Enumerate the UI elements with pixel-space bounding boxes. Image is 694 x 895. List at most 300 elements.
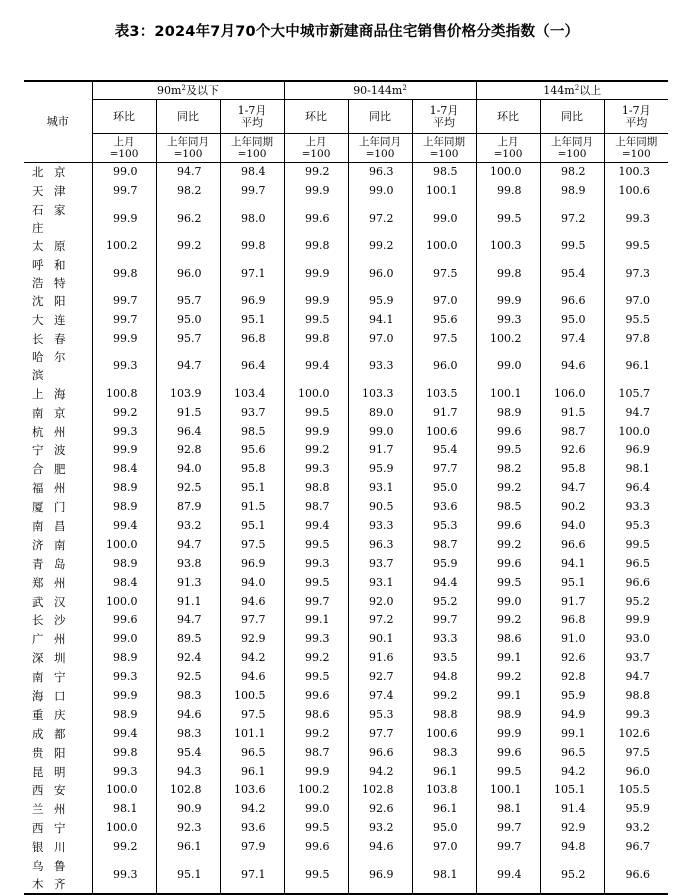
sub-column-header: 同比 [348, 100, 412, 134]
index-value: 96.6 [348, 743, 412, 762]
index-value: 99.2 [284, 649, 348, 668]
index-value: 100.2 [476, 329, 540, 348]
index-value: 93.1 [348, 573, 412, 592]
index-value: 95.4 [412, 441, 476, 460]
index-value: 96.0 [412, 348, 476, 384]
index-value: 97.4 [348, 687, 412, 706]
index-value: 99.9 [284, 762, 348, 781]
index-value: 99.5 [604, 535, 668, 554]
index-value: 99.9 [284, 182, 348, 201]
index-value: 99.8 [476, 182, 540, 201]
index-value: 99.3 [284, 460, 348, 479]
index-value: 100.1 [412, 182, 476, 201]
city-name: 乌鲁木齐 [24, 857, 92, 894]
table-row [24, 554, 668, 573]
index-value: 96.0 [604, 762, 668, 781]
index-value: 93.2 [604, 819, 668, 838]
table-row [24, 592, 668, 611]
index-value: 95.3 [348, 705, 412, 724]
index-value: 93.3 [348, 517, 412, 536]
index-value: 94.8 [412, 668, 476, 687]
index-value: 100.6 [412, 422, 476, 441]
index-value: 99.3 [604, 201, 668, 237]
index-value: 99.3 [284, 630, 348, 649]
index-value: 97.7 [220, 611, 284, 630]
index-value: 96.3 [348, 163, 412, 182]
index-value: 87.9 [156, 498, 220, 517]
table-row [24, 182, 668, 201]
index-value: 98.3 [156, 724, 220, 743]
index-value: 102.6 [604, 724, 668, 743]
index-value: 95.0 [156, 311, 220, 330]
index-value: 92.7 [348, 668, 412, 687]
index-value: 96.9 [220, 554, 284, 573]
index-value: 93.2 [156, 517, 220, 536]
index-value: 99.3 [92, 668, 156, 687]
index-value: 93.2 [348, 819, 412, 838]
city-column-header: 城市 [24, 81, 92, 163]
index-value: 97.4 [540, 329, 604, 348]
table-row [24, 535, 668, 554]
index-value: 94.2 [348, 762, 412, 781]
city-name: 西宁 [32, 821, 66, 836]
index-value: 99.6 [284, 838, 348, 857]
table-body [24, 163, 668, 894]
index-value: 99.6 [284, 687, 348, 706]
index-value: 100.6 [412, 724, 476, 743]
index-value: 94.1 [540, 554, 604, 573]
index-value: 95.7 [156, 329, 220, 348]
index-value: 101.1 [220, 724, 284, 743]
index-value: 98.9 [92, 705, 156, 724]
index-value: 103.4 [220, 384, 284, 403]
index-value: 99.1 [476, 687, 540, 706]
index-value: 98.4 [92, 573, 156, 592]
index-value: 92.8 [156, 441, 220, 460]
table-row [24, 348, 668, 384]
index-value: 92.0 [348, 592, 412, 611]
index-value: 94.0 [220, 573, 284, 592]
index-value: 99.8 [220, 237, 284, 256]
index-value: 99.4 [284, 517, 348, 536]
index-value: 95.8 [540, 460, 604, 479]
index-value: 91.5 [156, 403, 220, 422]
index-value: 99.5 [284, 819, 348, 838]
index-value: 97.0 [604, 292, 668, 311]
index-value: 95.0 [412, 479, 476, 498]
index-value: 93.3 [412, 630, 476, 649]
index-value: 103.6 [220, 781, 284, 800]
index-value: 94.6 [156, 705, 220, 724]
index-value: 96.8 [220, 329, 284, 348]
index-value: 99.6 [476, 517, 540, 536]
index-value: 98.8 [412, 705, 476, 724]
index-value: 99.7 [476, 838, 540, 857]
index-value: 99.9 [284, 292, 348, 311]
city-name: 重庆 [32, 707, 66, 722]
index-value: 99.8 [92, 256, 156, 292]
group-header-medium: $90-144m^2$ [284, 81, 476, 100]
index-value: 99.9 [476, 724, 540, 743]
index-value: 97.5 [220, 535, 284, 554]
sub-column-header: 1-7月 平均 [220, 100, 284, 134]
index-value: 99.1 [284, 611, 348, 630]
index-value: 98.7 [540, 422, 604, 441]
index-value: 98.9 [92, 649, 156, 668]
index-value: 95.4 [540, 256, 604, 292]
index-value: 94.0 [156, 460, 220, 479]
table-row [24, 517, 668, 536]
index-value: 94.7 [156, 163, 220, 182]
index-value: 99.6 [476, 554, 540, 573]
index-value: 89.0 [348, 403, 412, 422]
index-value: 100.3 [476, 237, 540, 256]
table-row [24, 573, 668, 592]
index-value: 102.8 [348, 781, 412, 800]
table-row [24, 649, 668, 668]
index-value: 91.4 [540, 800, 604, 819]
index-value: 93.3 [604, 498, 668, 517]
table-row [24, 857, 668, 894]
index-value: 100.0 [284, 384, 348, 403]
index-value: 99.3 [92, 762, 156, 781]
index-value: 99.1 [476, 649, 540, 668]
index-value: 92.6 [348, 800, 412, 819]
sub-column-header: 环比 [92, 100, 156, 134]
index-value: 95.9 [348, 460, 412, 479]
index-value: 99.1 [540, 724, 604, 743]
city-name: 郑州 [32, 575, 66, 590]
index-value: 95.7 [156, 292, 220, 311]
index-value: 95.2 [540, 857, 604, 894]
index-value: 97.5 [604, 743, 668, 762]
table-row [24, 705, 668, 724]
index-value: 94.7 [156, 535, 220, 554]
sub-column-header: 1-7月 平均 [412, 100, 476, 134]
index-value: 98.7 [284, 498, 348, 517]
index-value: 99.9 [92, 201, 156, 237]
index-value: 100.5 [220, 687, 284, 706]
index-value: 94.7 [156, 611, 220, 630]
city-name: 青岛 [32, 556, 66, 571]
table-row [24, 781, 668, 800]
index-value: 99.6 [476, 422, 540, 441]
index-value: 96.6 [604, 857, 668, 894]
header-sub-row [24, 100, 668, 134]
index-value: 99.2 [476, 479, 540, 498]
index-value: 99.3 [92, 348, 156, 384]
index-value: 95.2 [412, 592, 476, 611]
index-value: 99.2 [284, 441, 348, 460]
city-name: 南京 [32, 405, 66, 420]
index-value: 95.1 [220, 479, 284, 498]
table-row [24, 724, 668, 743]
index-value: 89.5 [156, 630, 220, 649]
index-value: 99.3 [92, 857, 156, 894]
index-value: 99.3 [284, 554, 348, 573]
city-name: 哈尔滨 [32, 350, 66, 383]
base-column-header: 上年同期 =100 [412, 134, 476, 163]
table-row [24, 479, 668, 498]
city-name: 广州 [32, 632, 66, 647]
base-column-header: 上年同月 =100 [156, 134, 220, 163]
index-value: 96.5 [540, 743, 604, 762]
group-header-small: $90m^2$及以下 [92, 81, 284, 100]
index-value: 103.9 [156, 384, 220, 403]
city-name: 沈阳 [32, 294, 66, 309]
index-value: 91.7 [540, 592, 604, 611]
index-value: 98.2 [476, 460, 540, 479]
index-value: 97.5 [412, 256, 476, 292]
table-row [24, 292, 668, 311]
index-value: 94.7 [540, 479, 604, 498]
index-value: 93.7 [220, 403, 284, 422]
index-value: 99.9 [92, 441, 156, 460]
city-name: 西安 [32, 783, 66, 798]
index-value: 103.5 [412, 384, 476, 403]
index-value: 99.2 [92, 838, 156, 857]
table-row [24, 201, 668, 237]
index-value: 99.9 [476, 292, 540, 311]
index-value: 100.6 [604, 182, 668, 201]
city-name: 厦门 [32, 500, 66, 515]
index-value: 98.9 [476, 403, 540, 422]
index-value: 99.5 [284, 535, 348, 554]
table-row [24, 762, 668, 781]
index-value: 96.5 [604, 554, 668, 573]
index-value: 99.7 [476, 819, 540, 838]
index-value: 103.8 [412, 781, 476, 800]
table-row [24, 800, 668, 819]
table-row [24, 256, 668, 292]
index-value: 91.3 [156, 573, 220, 592]
index-value: 93.5 [412, 649, 476, 668]
index-value: 99.5 [284, 573, 348, 592]
index-value: 98.9 [92, 479, 156, 498]
index-value: 99.5 [476, 441, 540, 460]
index-value: 92.3 [156, 819, 220, 838]
index-value: 98.6 [284, 705, 348, 724]
table-title: 表3：2024年7月70个大中城市新建商品住宅销售价格分类指数（一） [114, 24, 580, 40]
index-value: 105.5 [604, 781, 668, 800]
table-row [24, 384, 668, 403]
index-value: 91.7 [412, 403, 476, 422]
index-value: 99.8 [92, 743, 156, 762]
table-row [24, 311, 668, 330]
table-row [24, 422, 668, 441]
index-value: 90.9 [156, 800, 220, 819]
index-value: 99.8 [284, 329, 348, 348]
index-value: 92.4 [156, 649, 220, 668]
index-value: 96.0 [156, 256, 220, 292]
index-value: 99.7 [92, 292, 156, 311]
city-name: 石家庄 [32, 202, 66, 235]
index-value: 99.4 [92, 724, 156, 743]
index-value: 95.0 [540, 311, 604, 330]
index-value: 99.2 [476, 535, 540, 554]
base-column-header: 上年同月 =100 [348, 134, 412, 163]
index-value: 100.1 [476, 384, 540, 403]
index-value: 93.7 [604, 649, 668, 668]
city-name: 太原 [32, 239, 66, 254]
index-value: 96.4 [220, 348, 284, 384]
index-value: 97.7 [412, 460, 476, 479]
index-value: 98.0 [220, 201, 284, 237]
index-value: 96.1 [604, 348, 668, 384]
index-value: 94.6 [540, 348, 604, 384]
index-value: 98.9 [476, 705, 540, 724]
index-value: 95.5 [604, 311, 668, 330]
index-value: 98.7 [412, 535, 476, 554]
table-row [24, 838, 668, 857]
index-value: 99.0 [476, 348, 540, 384]
index-value: 93.8 [156, 554, 220, 573]
index-value: 100.0 [604, 422, 668, 441]
index-value: 95.8 [220, 460, 284, 479]
index-value: 91.5 [540, 403, 604, 422]
index-value: 98.2 [156, 182, 220, 201]
city-name: 海口 [32, 689, 66, 704]
index-value: 98.9 [92, 554, 156, 573]
index-value: 94.8 [540, 838, 604, 857]
city-name: 合肥 [32, 462, 66, 477]
city-name: 昆明 [32, 764, 66, 779]
index-value: 99.5 [284, 403, 348, 422]
index-value: 99.5 [284, 311, 348, 330]
header-base-row [24, 134, 668, 163]
base-column-header: 上年同期 =100 [220, 134, 284, 163]
index-value: 94.6 [220, 592, 284, 611]
index-value: 99.5 [476, 762, 540, 781]
index-value: 100.2 [284, 781, 348, 800]
city-name: 长春 [32, 331, 66, 346]
index-value: 95.9 [412, 554, 476, 573]
index-value: 95.1 [156, 857, 220, 894]
city-name: 大连 [32, 313, 66, 327]
index-value: 90.5 [348, 498, 412, 517]
index-value: 98.8 [284, 479, 348, 498]
city-name: 长沙 [32, 613, 66, 628]
index-value: 93.6 [412, 498, 476, 517]
index-value: 99.2 [348, 237, 412, 256]
city-name: 银川 [32, 840, 66, 855]
index-value: 96.2 [156, 201, 220, 237]
index-value: 99.4 [92, 517, 156, 536]
index-value: 99.4 [284, 348, 348, 384]
index-value: 95.3 [604, 517, 668, 536]
index-value: 96.6 [604, 573, 668, 592]
index-value: 99.5 [540, 237, 604, 256]
city-name: 济南 [32, 537, 66, 552]
sub-column-header: 同比 [156, 100, 220, 134]
index-value: 99.7 [284, 592, 348, 611]
index-value: 98.1 [476, 800, 540, 819]
index-value: 99.2 [412, 687, 476, 706]
index-value: 93.0 [604, 630, 668, 649]
index-value: 97.5 [412, 329, 476, 348]
index-value: 97.2 [348, 201, 412, 237]
city-name: 宁波 [32, 443, 66, 458]
index-value: 99.5 [284, 668, 348, 687]
table-row [24, 498, 668, 517]
index-value: 95.9 [540, 687, 604, 706]
index-value: 96.3 [348, 535, 412, 554]
table-row [24, 611, 668, 630]
index-value: 96.5 [220, 743, 284, 762]
index-value: 99.6 [476, 743, 540, 762]
index-value: 94.0 [540, 517, 604, 536]
city-name: 上海 [32, 386, 66, 401]
index-value: 99.2 [156, 237, 220, 256]
index-value: 96.8 [540, 611, 604, 630]
index-value: 91.0 [540, 630, 604, 649]
index-value: 100.0 [412, 237, 476, 256]
index-value: 105.1 [540, 781, 604, 800]
index-value: 100.0 [476, 163, 540, 182]
city-name: 深圳 [32, 651, 66, 666]
city-name: 成都 [32, 726, 66, 741]
sub-column-header: 环比 [284, 100, 348, 134]
table-row [24, 403, 668, 422]
index-value: 98.1 [92, 800, 156, 819]
index-value: 99.0 [348, 182, 412, 201]
index-value: 99.5 [476, 201, 540, 237]
index-value: 98.3 [412, 743, 476, 762]
index-value: 95.1 [220, 311, 284, 330]
index-value: 100.3 [604, 163, 668, 182]
index-value: 92.9 [540, 819, 604, 838]
index-value: 96.1 [220, 762, 284, 781]
index-value: 102.8 [156, 781, 220, 800]
index-value: 96.0 [348, 256, 412, 292]
price-index-table [24, 80, 668, 895]
index-value: 99.6 [92, 611, 156, 630]
index-value: 96.1 [156, 838, 220, 857]
index-value: 96.1 [412, 762, 476, 781]
city-name: 北京 [32, 165, 66, 180]
index-value: 99.9 [92, 687, 156, 706]
index-value: 93.1 [348, 479, 412, 498]
table-row [24, 237, 668, 256]
table-row [24, 668, 668, 687]
index-value: 98.1 [412, 857, 476, 894]
index-value: 94.2 [540, 762, 604, 781]
index-value: 97.1 [220, 256, 284, 292]
index-value: 95.6 [220, 441, 284, 460]
city-name: 贵阳 [32, 745, 66, 760]
index-value: 97.7 [348, 724, 412, 743]
index-value: 100.2 [92, 237, 156, 256]
index-value: 94.2 [220, 649, 284, 668]
index-value: 99.9 [284, 256, 348, 292]
index-value: 94.7 [604, 403, 668, 422]
base-column-header: 上年同月 =100 [540, 134, 604, 163]
index-value: 91.5 [220, 498, 284, 517]
index-value: 98.4 [92, 460, 156, 479]
group-header-large: $144m^2$以上 [476, 81, 668, 100]
index-value: 97.9 [220, 838, 284, 857]
base-column-header: 上月 =100 [284, 134, 348, 163]
city-name: 南昌 [32, 519, 66, 534]
index-value: 99.3 [604, 705, 668, 724]
index-value: 98.3 [156, 687, 220, 706]
table-row [24, 819, 668, 838]
city-name: 武汉 [32, 594, 66, 609]
index-value: 94.1 [348, 311, 412, 330]
index-value: 99.0 [92, 630, 156, 649]
city-name: 天津 [32, 184, 66, 199]
index-value: 93.3 [348, 348, 412, 384]
